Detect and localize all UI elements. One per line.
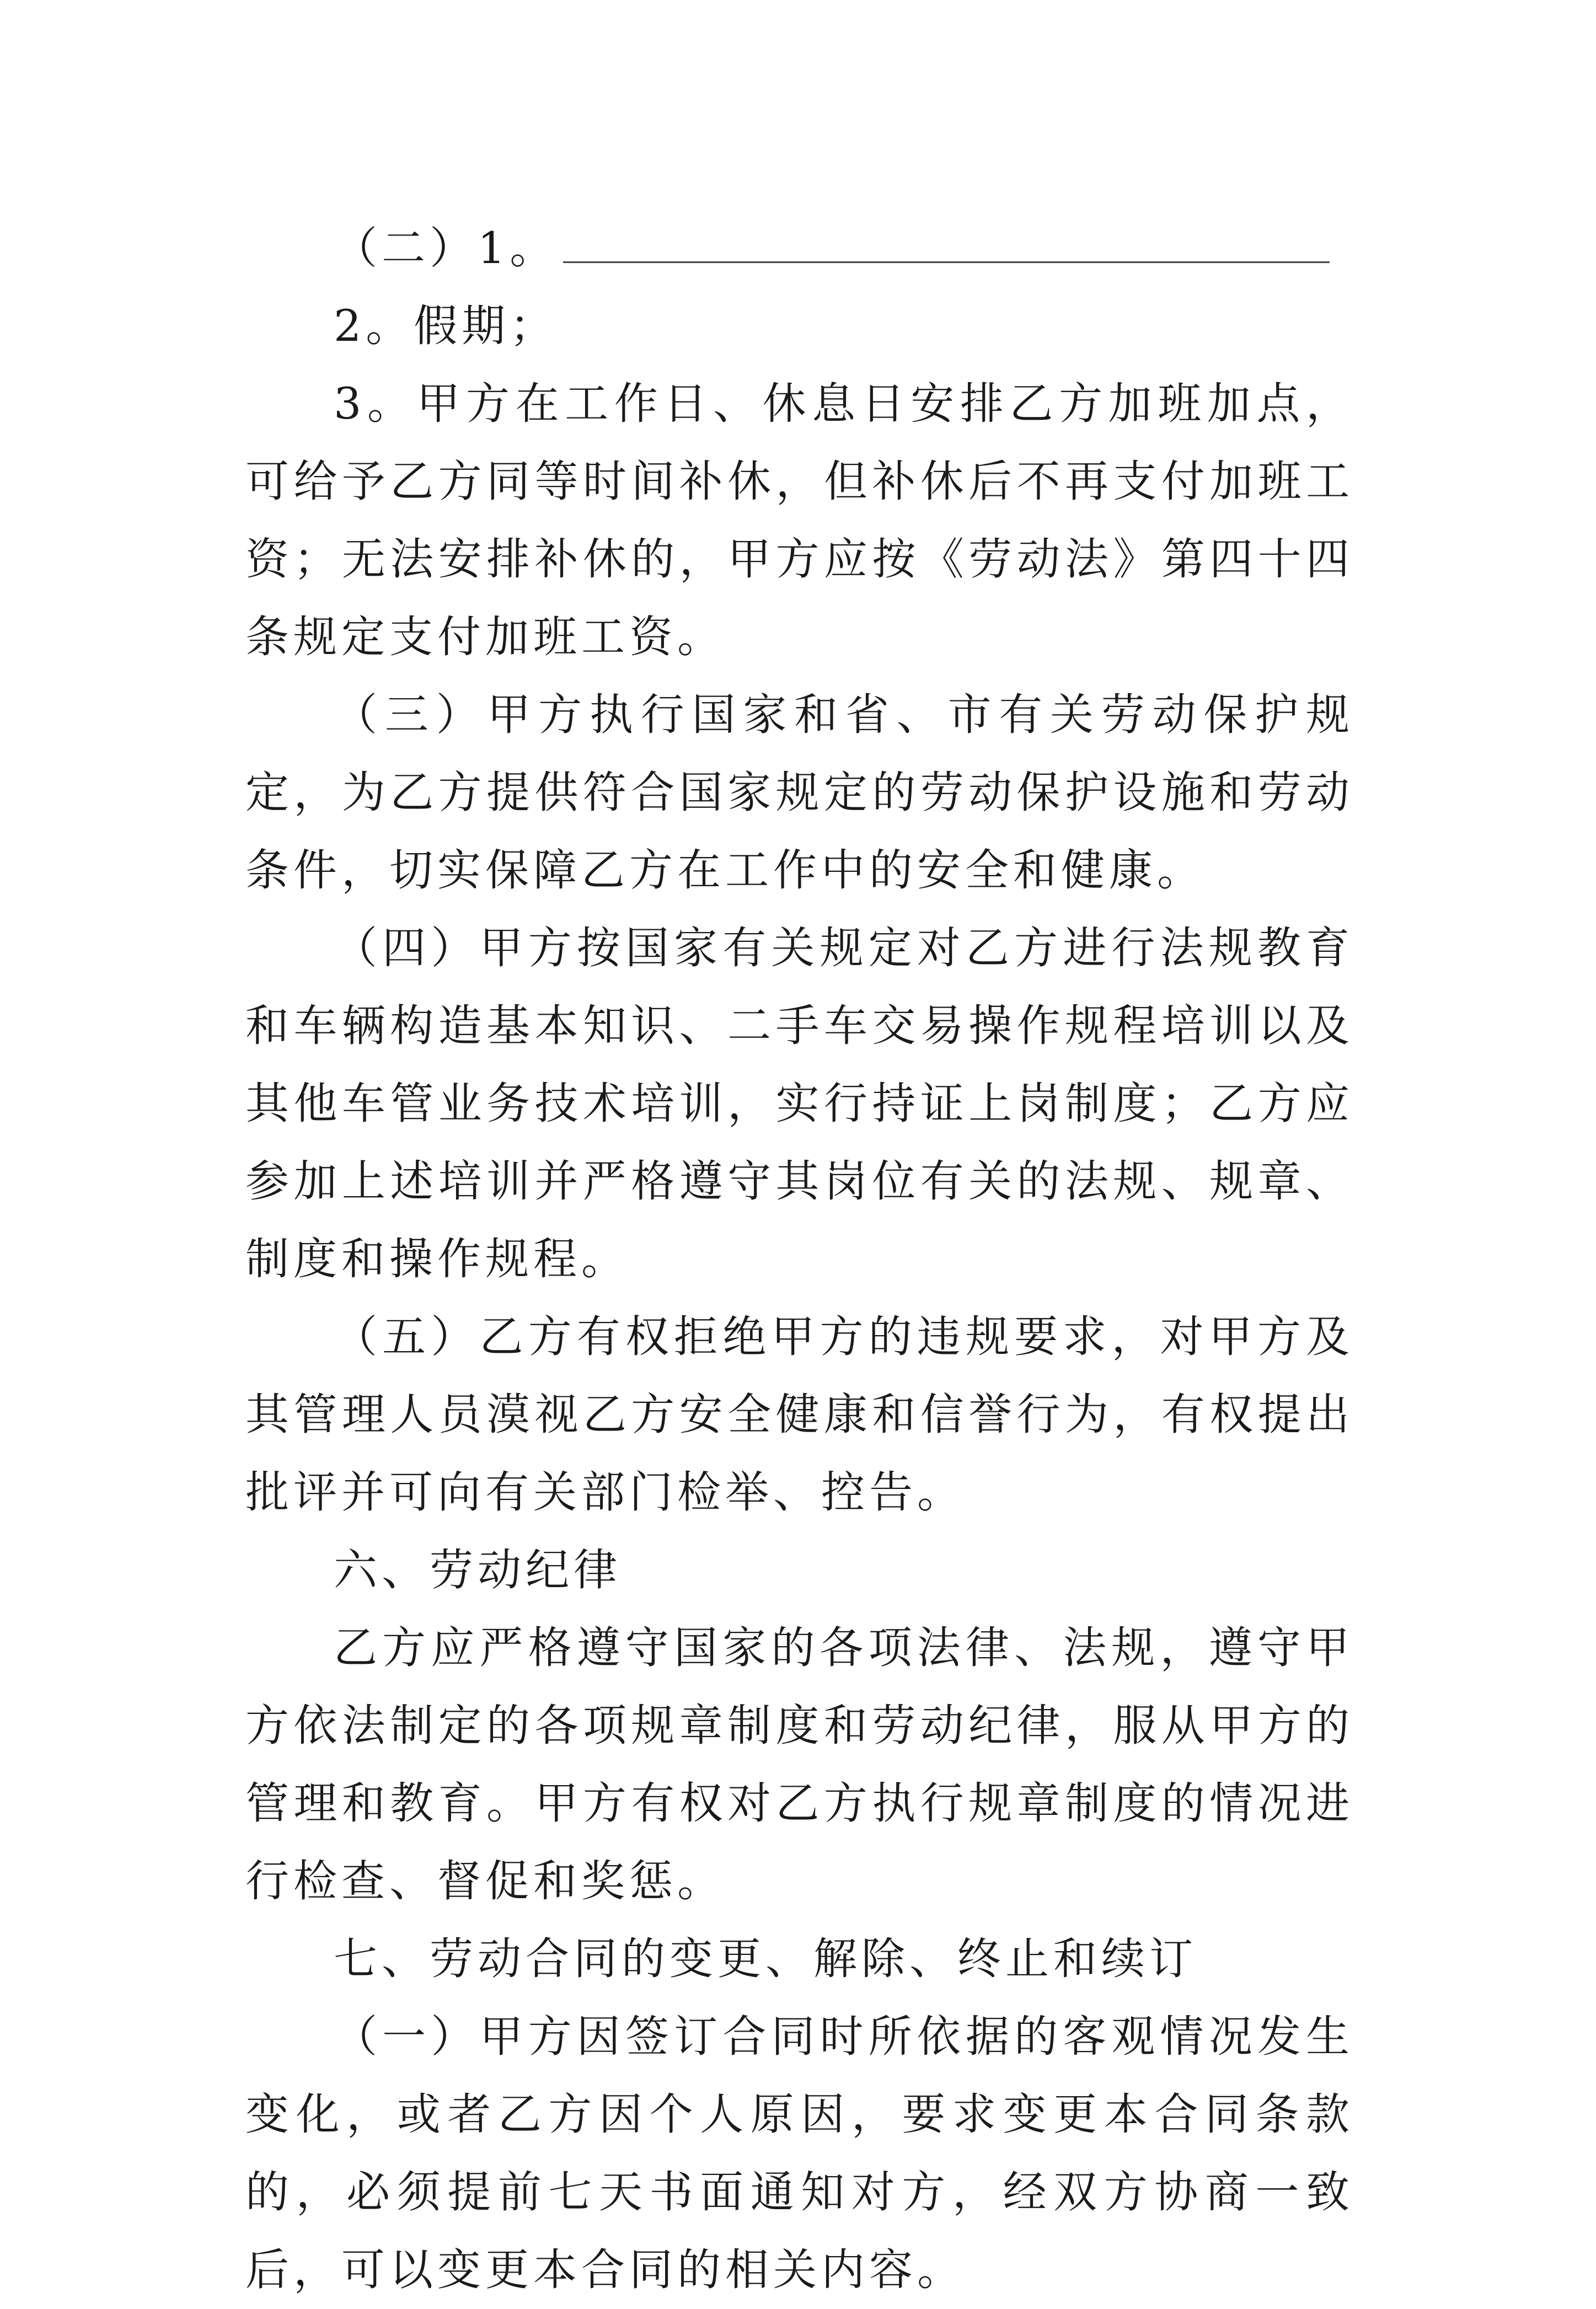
paragraph-rights xyxy=(245,1298,1354,1531)
section-heading-labor-discipline xyxy=(245,1531,1354,1609)
paragraph-training xyxy=(245,909,1354,1298)
paragraph-item-2-1 xyxy=(245,210,1354,287)
paragraph-holidays xyxy=(245,287,1354,365)
document-page xyxy=(245,210,1354,2309)
paragraph-labor-protection xyxy=(245,676,1354,909)
paragraph-text: 3。甲方在工作日、休息日安排乙方加班加点，可给予乙方同等时间补休，但补休后不再支付加班工资；无法安排补休的，甲方应按《劳动法》第四十四条规定支付加班工资。 xyxy=(245,378,1354,662)
section-heading-text: 七、劳动合同的变更、解除、终止和续订 xyxy=(334,1933,1197,1984)
paragraph-text: 2。假期； xyxy=(334,301,558,351)
paragraph-overtime xyxy=(245,365,1354,676)
paragraph-text: （三）甲方执行国家和省、市有关劳动保护规定，为乙方提供符合国家规定的劳动保护设施和劳动条件，切实保障乙方在工作中的安全和健康。 xyxy=(245,689,1354,896)
section-heading-text: 六、劳动纪律 xyxy=(334,1545,622,1595)
paragraph-text: （二）1。 xyxy=(334,223,558,274)
paragraph-text: 乙方应严格遵守国家的各项法律、法规，遵守甲方依法制定的各项规章制度和劳动纪律，服从甲方的管理和教育。甲方有权对乙方执行规章制度的情况进行检查、督促和奖惩。 xyxy=(245,1622,1354,1906)
paragraph-text: （一）甲方因签订合同时所依据的客观情况发生变化，或者乙方因个人原因，要求变更本合同条款的，必须提前七天书面通知对方，经双方协商一致后，可以变更本合同的相关内容。 xyxy=(245,2011,1354,2295)
fill-in-blank-line xyxy=(563,259,1330,263)
paragraph-discipline xyxy=(245,1609,1354,1920)
section-heading-contract-changes xyxy=(245,1920,1354,1998)
paragraph-text: （五）乙方有权拒绝甲方的违规要求，对甲方及其管理人员漠视乙方安全健康和信誉行为，有权提出批评并可向有关部门检举、控告。 xyxy=(245,1311,1354,1518)
paragraph-text: （四）甲方按国家有关规定对乙方进行法规教育和车辆构造基本知识、二手车交易操作规程培训以及其他车管业务技术培训，实行持证上岗制度；乙方应参加上述培训并严格遵守其岗位有关的法规、规章、制度和操作规程。 xyxy=(245,923,1354,1284)
paragraph-contract-change xyxy=(245,1998,1354,2309)
